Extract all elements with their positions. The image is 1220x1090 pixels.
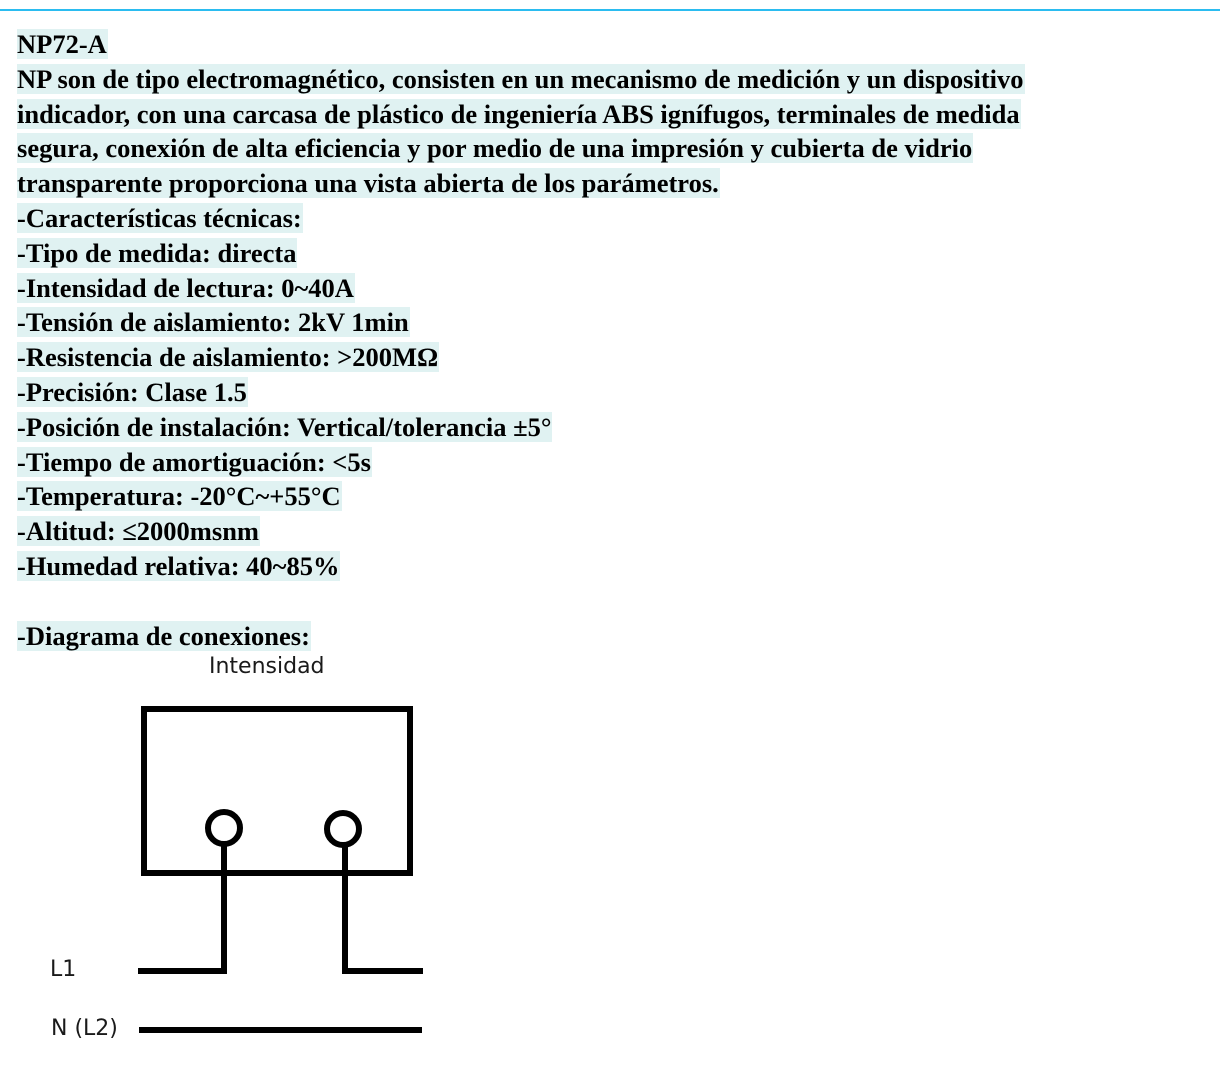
specs-heading: -Características técnicas: [17, 202, 302, 233]
spec-line [17, 549, 1217, 584]
spec-line [17, 445, 1217, 480]
diagram-heading-line [17, 619, 1217, 654]
spec-item: -Humedad relativa: 40~85% [17, 550, 340, 581]
spec-item: -Temperatura: -20°C~+55°C [17, 481, 341, 512]
label-l1: L1 [50, 957, 77, 982]
spec-line [17, 236, 1217, 271]
doc-title: NP72-A [17, 29, 107, 59]
description-text: transparente proporciona una vista abierta de los parámetros. [17, 168, 719, 199]
spec-item: -Intensidad de lectura: 0~40A [17, 272, 354, 303]
spec-line [17, 410, 1217, 445]
label-neutral: N (L2) [51, 1016, 118, 1041]
spec-line [17, 340, 1217, 375]
spec-item: -Resistencia de aislamiento: >200MΩ [17, 342, 439, 373]
description-text: segura, conexión de alta eficiencia y por medio de una impresión y cubierta de vidrio [17, 133, 973, 164]
description-line [17, 62, 1217, 97]
description-text: indicador, con una carcasa de plástico de ingeniería ABS ignífugos, terminales de medida [17, 98, 1020, 129]
spec-line [17, 375, 1217, 410]
document-body [17, 27, 1217, 653]
spec-item: -Tensión de aislamiento: 2kV 1min [17, 307, 409, 338]
spec-line [17, 514, 1217, 549]
description-text: NP son de tipo electromagnético, consisten en un mecanismo de medición y un dispositivo [17, 63, 1024, 94]
terminal-2 [327, 813, 359, 845]
wire-l1-in [138, 844, 224, 971]
specs-heading-line [17, 201, 1217, 236]
device-label: Intensidad [209, 654, 325, 679]
spec-item: -Tipo de medida: directa [17, 237, 297, 268]
spec-item: -Posición de instalación: Vertical/tolerancia ±5° [17, 411, 552, 442]
diagram-heading: -Diagrama de conexiones: [17, 620, 310, 651]
terminal-1 [208, 812, 240, 844]
wiring-schematic [0, 650, 460, 1070]
spec-item: -Tiempo de amortiguación: <5s [17, 446, 371, 477]
spec-item: -Altitud: ≤2000msnm [17, 516, 260, 547]
description-line [17, 131, 1217, 166]
top-accent-line [0, 9, 1220, 11]
spec-item: -Precisión: Clase 1.5 [17, 376, 247, 407]
doc-title-line [17, 27, 1217, 62]
blank-line [17, 584, 1217, 619]
description-line [17, 166, 1217, 201]
spec-line [17, 305, 1217, 340]
spec-line [17, 479, 1217, 514]
description-line [17, 97, 1217, 132]
spec-line [17, 271, 1217, 306]
connection-diagram [0, 650, 460, 1070]
meter-box [144, 709, 410, 873]
